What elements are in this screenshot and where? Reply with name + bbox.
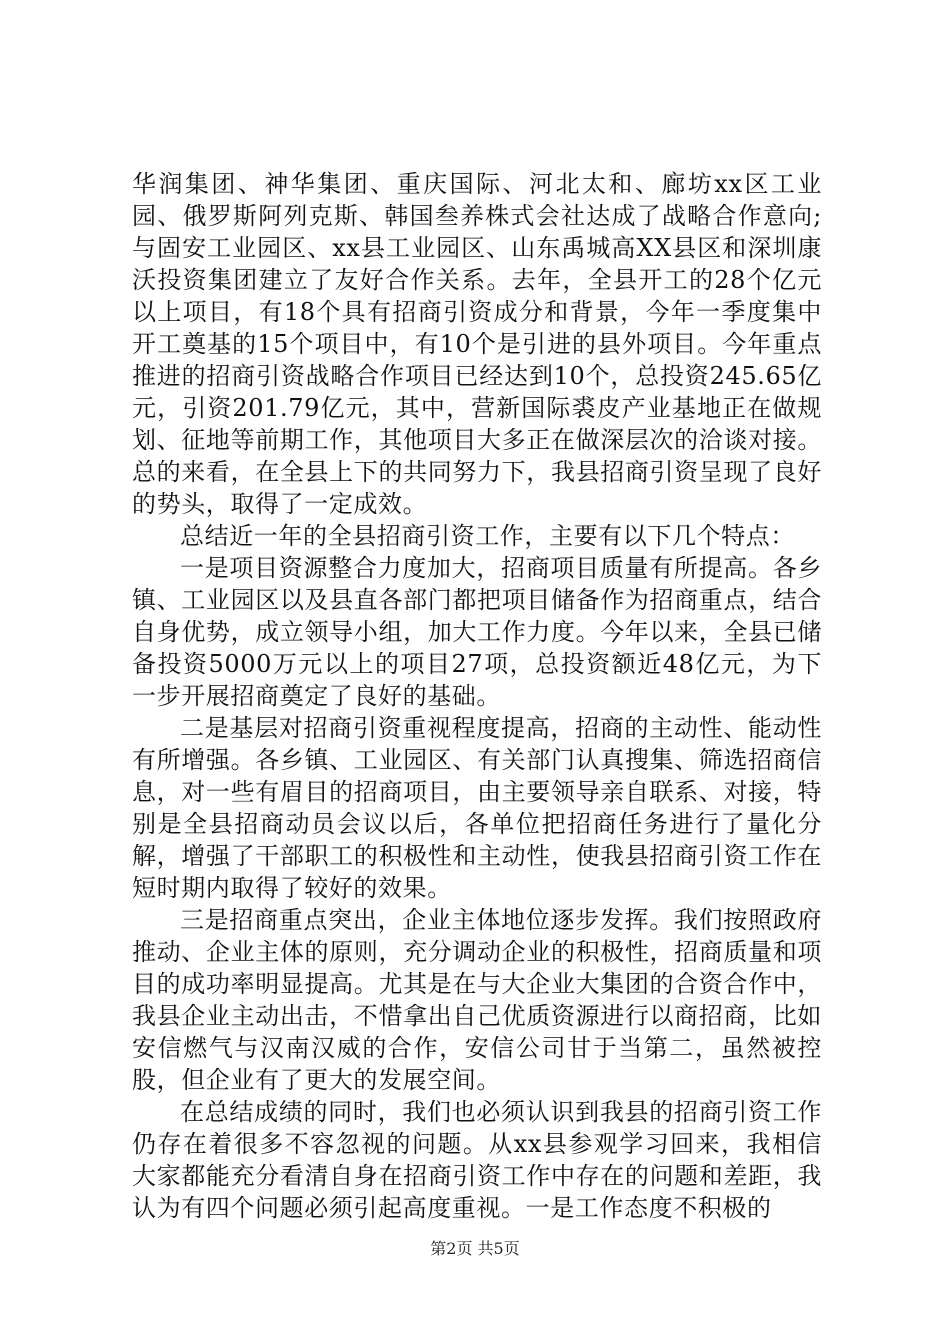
page-number-label: 第2页 共5页 xyxy=(430,1239,520,1258)
paragraph-3: 一是项目资源整合力度加大，招商项目质量有所提高。各乡镇、工业园区以及县直各部门都把项目储备作为招商重点，结合自身优势，成立领导小组，加大工作力度。今年以来，全县已储备投资5000万元以上的项目27项，总投资额近48亿元，为下一步开展招商奠定了良好的基础。 xyxy=(132,554,822,710)
page-footer xyxy=(0,1238,950,1260)
paragraph-5: 三是招商重点突出，企业主体地位逐步发挥。我们按照政府推动、企业主体的原则，充分调动企业的积极性，招商质量和项目的成功率明显提高。尤其是在与大企业大集团的合资合作中，我县企业主动出击，不惜拿出自己优质资源进行以商招商，比如安信燃气与汉南汉威的合作，安信公司甘于当第二，虽然被控股，但企业有了更大的发展空间。 xyxy=(132,906,822,1094)
paragraph-1: 华润集团、神华集团、重庆国际、河北太和、廊坊xx区工业园、俄罗斯阿列克斯、韩国叁养株式会社达成了战略合作意向;与固安工业园区、xx县工业园区、山东禹城高XX县区和深圳康沃投资集团建立了友好合作关系。去年，全县开工的28个亿元以上项目，有18个具有招商引资成分和背景，今年一季度集中开工奠基的15个项目中，有10个是引进的县外项目。今年重点推进的招商引资战略合作项目已经达到10个，总投资245.65亿元，引资201.79亿元，其中，营新国际裘皮产业基地正在做规划、征地等前期工作，其他项目大多正在做深层次的洽谈对接。总的来看，在全县上下的共同努力下，我县招商引资呈现了良好的势头，取得了一定成效。 xyxy=(132,170,822,518)
paragraph-2: 总结近一年的全县招商引资工作，主要有以下几个特点： xyxy=(180,522,795,550)
paragraph-4: 二是基层对招商引资重视程度提高，招商的主动性、能动性有所增强。各乡镇、工业园区、有关部门认真搜集、筛选招商信息，对一些有眉目的招商项目，由主要领导亲自联系、对接，特别是全县招商动员会议以后，各单位把招商任务进行了量化分解，增强了干部职工的积极性和主动性，使我县招商引资工作在短时期内取得了较好的效果。 xyxy=(132,714,822,902)
document-body xyxy=(132,168,822,1224)
paragraph-6: 在总结成绩的同时，我们也必须认识到我县的招商引资工作仍存在着很多不容忽视的问题。从xx县参观学习回来，我相信大家都能充分看清自身在招商引资工作中存在的问题和差距，我认为有四个问题必须引起高度重视。一是工作态度不积极的 xyxy=(132,1098,822,1222)
